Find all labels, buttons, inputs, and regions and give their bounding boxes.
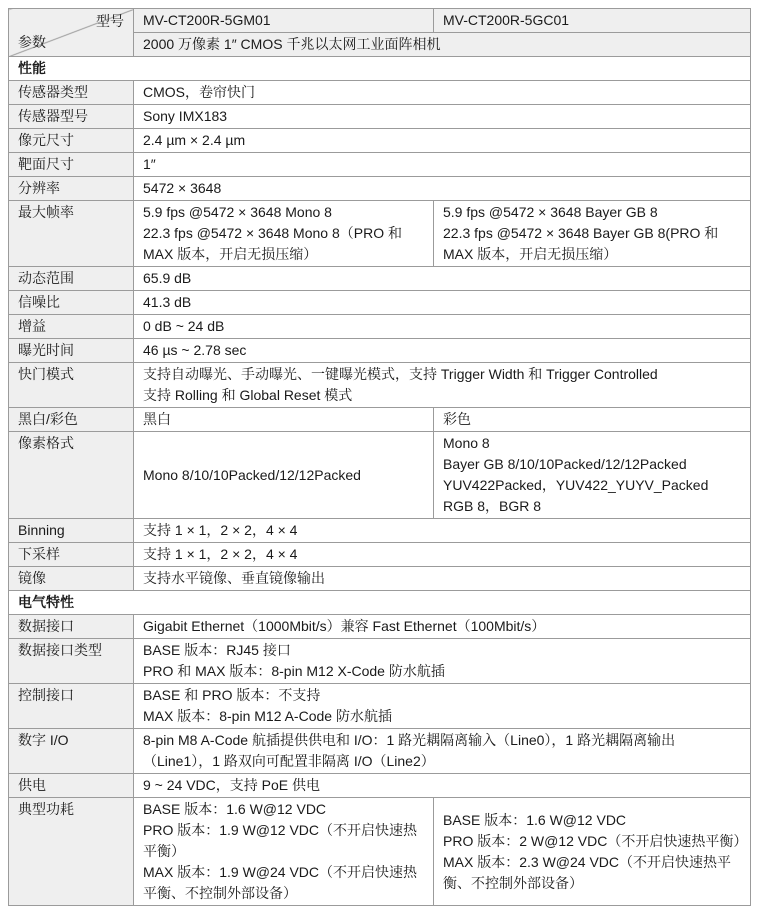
- spec-value: [134, 81, 751, 105]
- spec-value-right: [434, 201, 751, 267]
- camera-description: 2000 万像素 1″ CMOS 千兆以太网工业面阵相机: [134, 33, 751, 57]
- spec-row: [9, 567, 751, 591]
- value-line: Sony IMX183: [143, 108, 228, 124]
- spec-row: [9, 774, 751, 798]
- row-label: 镜像: [9, 567, 134, 591]
- spec-value: [134, 339, 751, 363]
- spec-value-left: [134, 408, 434, 432]
- value-line: 41.3 dB: [143, 294, 192, 310]
- spec-value: [134, 105, 751, 129]
- value-line: BASE 版本：1.6 W@12 VDC: [443, 811, 627, 828]
- row-label: 传感器类型: [9, 81, 134, 105]
- spec-row: [9, 432, 751, 519]
- model-header-row: [9, 9, 751, 33]
- value-line: 2.4 µm × 2.4 µm: [143, 132, 246, 148]
- spec-value: [134, 729, 751, 774]
- value-line: 5.9 fps @5472 × 3648 Mono 8: [143, 204, 332, 220]
- spec-value: [134, 291, 751, 315]
- spec-value: [134, 684, 751, 729]
- spec-value: [134, 615, 751, 639]
- spec-value: [134, 177, 751, 201]
- value-line: 支持水平镜像、垂直镜像输出: [143, 570, 325, 586]
- value-line: 22.3 fps @5472 × 3648 Mono 8（PRO 和 MAX 版本，开启无损压缩）: [143, 225, 402, 262]
- row-label: 黑白/彩色: [9, 408, 134, 432]
- spec-row: [9, 615, 751, 639]
- value-line: 1″: [143, 156, 156, 172]
- row-label: 典型功耗: [9, 798, 134, 906]
- value-line: Gigabit Ethernet（1000Mbit/s）兼容 Fast Ethernet（100Mbit/s）: [143, 618, 546, 634]
- value-line: PRO 版本：1.9 W@12 VDC（不开启快速热平衡）: [143, 822, 418, 859]
- section-header-row: [9, 591, 751, 615]
- model-name-color: MV-CT200R-5GC01: [434, 9, 751, 33]
- spec-value-right: [434, 432, 751, 519]
- row-label: 像元尺寸: [9, 129, 134, 153]
- value-line: 支持自动曝光、手动曝光、一键曝光模式，支持 Trigger Width 和 Trigger Controlled: [143, 366, 658, 382]
- value-line: 8-pin M8 A-Code 航插提供供电和 I/O：1 路光耦隔离输入（Line0），1 路光耦隔离输出（Line1），1 路双向可配置非隔离 I/O（Line2）: [143, 732, 676, 769]
- spec-row: [9, 639, 751, 684]
- spec-value: [134, 543, 751, 567]
- value-line: 46 µs ~ 2.78 sec: [143, 342, 247, 358]
- section-header-row: [9, 57, 751, 81]
- corner-label-parameter: 参数: [18, 34, 46, 50]
- value-line: CMOS，卷帘快门: [143, 84, 255, 100]
- row-label: 数据接口: [9, 615, 134, 639]
- spec-row: [9, 267, 751, 291]
- corner-cell: [9, 9, 134, 57]
- row-label: 动态范围: [9, 267, 134, 291]
- value-line: Mono 8: [443, 435, 490, 451]
- spec-row: [9, 105, 751, 129]
- row-label: 靶面尺寸: [9, 153, 134, 177]
- value-line: 支持 1 × 1，2 × 2，4 × 4: [143, 546, 298, 562]
- value-line: 22.3 fps @5472 × 3648 Bayer GB 8(PRO 和 MAX 版本，开启无损压缩）: [443, 225, 719, 262]
- value-line: 5472 × 3648: [143, 180, 222, 196]
- value-line: PRO 版本：2 W@12 VDC（不开启快速热平衡）: [443, 832, 748, 849]
- value-line: 9 ~ 24 VDC，支持 PoE 供电: [143, 777, 321, 793]
- row-label: 像素格式: [9, 432, 134, 519]
- spec-value: [134, 315, 751, 339]
- spec-value: [134, 567, 751, 591]
- model-name-mono: MV-CT200R-5GM01: [134, 9, 434, 33]
- value-line: 黑白: [143, 411, 171, 427]
- row-label: 控制接口: [9, 684, 134, 729]
- spec-row: [9, 729, 751, 774]
- row-label: 供电: [9, 774, 134, 798]
- spec-row: [9, 201, 751, 267]
- spec-row: [9, 177, 751, 201]
- spec-row: [9, 339, 751, 363]
- value-line: RGB 8，BGR 8: [443, 498, 542, 514]
- spec-row: [9, 315, 751, 339]
- row-label: 信噪比: [9, 291, 134, 315]
- spec-value: [134, 363, 751, 408]
- value-line: 0 dB ~ 24 dB: [143, 318, 225, 334]
- spec-value: [134, 519, 751, 543]
- spec-row: [9, 291, 751, 315]
- row-label: 快门模式: [9, 363, 134, 408]
- row-label: 下采样: [9, 543, 134, 567]
- spec-row: [9, 363, 751, 408]
- value-line: 65.9 dB: [143, 270, 192, 286]
- row-label: 分辨率: [9, 177, 134, 201]
- row-label: 传感器型号: [9, 105, 134, 129]
- spec-value: [134, 153, 751, 177]
- value-line: 彩色: [443, 411, 471, 427]
- value-line: BASE 和 PRO 版本：不支持: [143, 687, 321, 703]
- value-line: PRO 和 MAX 版本：8-pin M12 X-Code 防水航插: [143, 663, 445, 679]
- spec-row: [9, 408, 751, 432]
- value-line: 支持 1 × 1，2 × 2，4 × 4: [143, 522, 298, 538]
- value-line: MAX 版本：2.3 W@24 VDC（不开启快速热平衡、不控制外部设备）: [443, 853, 732, 891]
- row-label: 数据接口类型: [9, 639, 134, 684]
- spec-value-left: [134, 201, 434, 267]
- value-line: BASE 版本：1.6 W@12 VDC: [143, 801, 327, 817]
- spec-value-right: [434, 798, 751, 906]
- spec-value-right: [434, 408, 751, 432]
- value-line: Bayer GB 8/10/10Packed/12/12Packed: [443, 456, 687, 472]
- spec-row: [9, 684, 751, 729]
- value-line: MAX 版本：1.9 W@24 VDC（不开启快速热平衡、不控制外部设备）: [143, 864, 418, 901]
- value-line: BASE 版本：RJ45 接口: [143, 642, 291, 658]
- spec-row: [9, 519, 751, 543]
- spec-row: [9, 81, 751, 105]
- section-title: 电气特性: [9, 591, 751, 615]
- spec-row: [9, 543, 751, 567]
- row-label: 增益: [9, 315, 134, 339]
- row-label: Binning: [9, 519, 134, 543]
- spec-value-left: [134, 798, 434, 906]
- spec-value: [134, 267, 751, 291]
- value-line: YUV422Packed，YUV422_YUYV_Packed: [443, 477, 709, 493]
- spec-row: [9, 129, 751, 153]
- spec-value: [134, 774, 751, 798]
- corner-label-model: 型号: [96, 13, 124, 29]
- spec-value-left: [134, 432, 434, 519]
- spec-value: [134, 129, 751, 153]
- row-label: 数字 I/O: [9, 729, 134, 774]
- section-title: 性能: [9, 57, 751, 81]
- value-line: 5.9 fps @5472 × 3648 Bayer GB 8: [443, 204, 658, 220]
- row-label: 最大帧率: [9, 201, 134, 267]
- spec-row: [9, 153, 751, 177]
- camera-spec-table: [8, 8, 751, 906]
- spec-value: [134, 639, 751, 684]
- value-line: 支持 Rolling 和 Global Reset 模式: [143, 387, 353, 403]
- spec-row: [9, 798, 751, 906]
- value-line: Mono 8/10/10Packed/12/12Packed: [143, 466, 361, 483]
- value-line: MAX 版本：8-pin M12 A-Code 防水航插: [143, 708, 392, 724]
- row-label: 曝光时间: [9, 339, 134, 363]
